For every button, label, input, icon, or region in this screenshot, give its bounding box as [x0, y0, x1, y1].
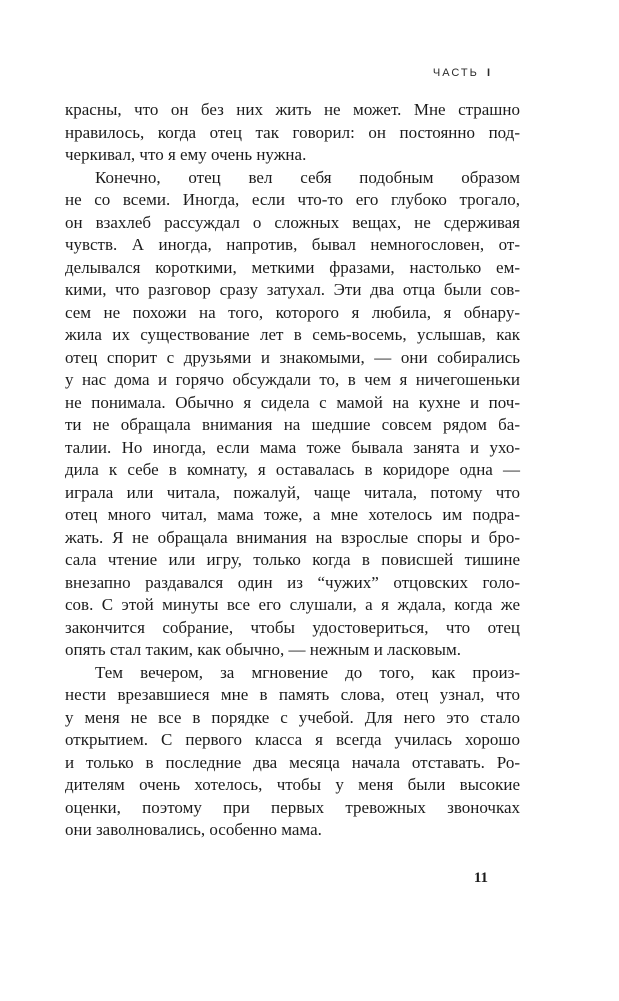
text-line: не понимала. Обычно я сидела с мамой на кухне и поч-: [65, 392, 520, 412]
text-line: дила к себе в комнату, я оставалась в коридоре одна —: [65, 460, 520, 479]
text-line: талии. Но иногда, если мама тоже бывала занята и ухо-: [65, 437, 520, 457]
text-line: нравилось, когда отец так говорил: он постоянно под-: [65, 122, 520, 142]
text-line: красны, что он без них жить не может. Мне страшно: [65, 100, 520, 119]
text-line: и только в последние два месяца начала отставать. Ро-: [65, 752, 520, 772]
text-line: у нас дома и горячо обсуждали то, в чем я ничегошеньки: [65, 370, 520, 389]
text-line: ти не обращала внимания на шедшие совсем рядом ба-: [65, 415, 520, 434]
text-line: дителям очень хотелось, чтобы у меня были высокие: [65, 775, 520, 794]
text-line: у меня не все в порядке с учебой. Для него это стало: [65, 707, 520, 727]
text-line: открытием. С первого класса я всегда училась хорошо: [65, 730, 520, 749]
text-line: нести врезавшиеся мне в память слова, отец узнал, что: [65, 685, 520, 704]
text-line: черкивал, что я ему очень нужна.: [65, 145, 307, 164]
running-head-part-label: ЧАСТЬ: [432, 67, 479, 79]
text-line: они заволновались, особенно мама.: [65, 820, 322, 839]
text-line: отец много читал, мама тоже, а мне хотелось им подра-: [65, 505, 520, 524]
text-line: жать. Я не обращала внимания на взрослые споры и бро-: [65, 527, 520, 547]
running-head: [65, 67, 492, 79]
text-line: чувств. А иногда, напротив, бывал немногословен, от-: [65, 235, 520, 254]
text-line: Тем вечером, за мгновение до того, как произ-: [95, 662, 520, 682]
page-number: 11: [473, 870, 488, 886]
text-line: сала чтение или игру, только когда в повисшей тишине: [65, 550, 520, 569]
page-body: [65, 99, 520, 842]
text-line: делывался короткими, меткими фразами, настолько ем-: [65, 257, 520, 277]
running-head-part-number: I: [486, 67, 492, 79]
text-line: сем не похожи на того, которого я любила, я обнару-: [65, 302, 520, 322]
text-line: играла или читала, пожалуй, чаще читала, потому что: [65, 482, 520, 502]
text-line: закончится собрание, чтобы удостовериться, что отец: [65, 617, 520, 637]
text-line: оценки, поэтому при первых тревожных звоночках: [65, 797, 520, 817]
text-line: внезапно раздавался один из “чужих” отцовских голо-: [65, 572, 520, 592]
text-line: отец спорит с друзьями и знакомыми, — они собирались: [65, 347, 520, 367]
text-line: кими, что разговор сразу затухал. Эти два отца были сов-: [65, 280, 520, 299]
text-line: сов. С этой минуты все его слушали, а я ждала, когда же: [65, 595, 520, 614]
text-line: не со всеми. Иногда, если что-то его глубоко трогало,: [65, 190, 520, 209]
text-line: опять стал таким, как обычно, — нежным и ласковым.: [65, 640, 461, 659]
text-line: Конечно, отец вел себя подобным образом: [95, 167, 520, 187]
text-line: он взахлеб рассуждал о сложных вещах, не сдерживая: [65, 212, 520, 232]
text-line: жила их существование лет в семь-восемь, услышав, как: [65, 325, 520, 344]
